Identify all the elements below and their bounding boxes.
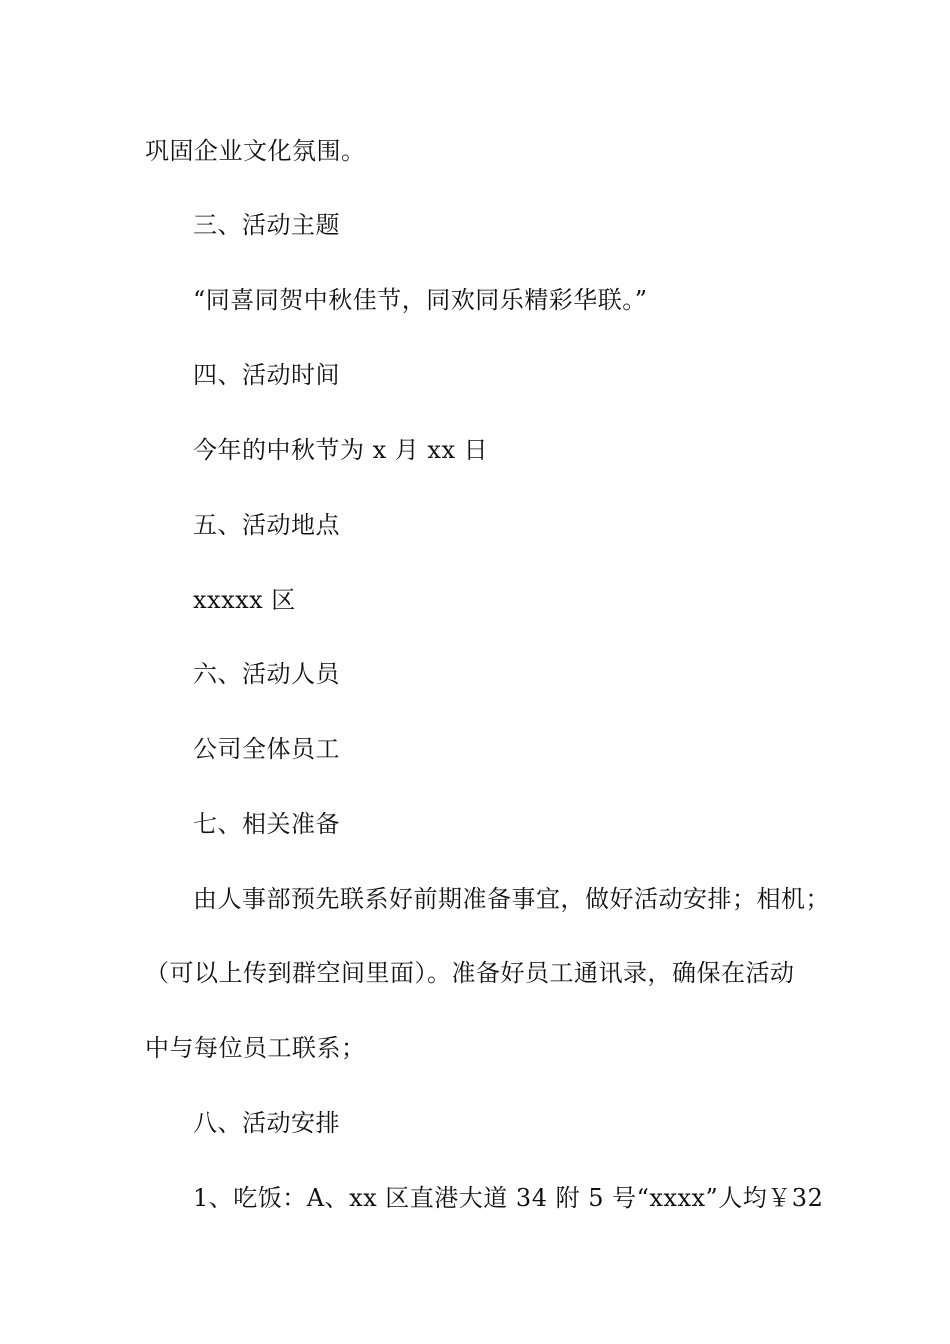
paragraph-continuation: 巩固企业文化氛围。 [145,137,366,165]
preparation-paragraph-line: 由人事部预先联系好前期准备事宜，做好活动安排；相机； [193,885,830,913]
section-heading-participants: 六、活动人员 [193,660,340,688]
participants-text: 公司全体员工 [193,735,340,763]
section-heading-theme: 三、活动主题 [193,211,340,239]
section-heading-time: 四、活动时间 [193,361,340,389]
section-heading-arrangement: 八、活动安排 [193,1109,340,1137]
arrangement-item-dinner: 1、吃饭：A、xx 区直港大道 34 附 5 号“xxxx”人均￥32 [193,1184,824,1212]
preparation-paragraph-line: 中与每位员工联系； [145,1034,366,1062]
event-location-text: xxxxx 区 [193,586,296,614]
section-heading-location: 五、活动地点 [193,511,340,539]
theme-slogan: “同喜同贺中秋佳节，同欢同乐精彩华联。” [193,286,648,314]
preparation-paragraph-line: （可以上传到群空间里面）。准备好员工通讯录，确保在活动 [145,959,795,987]
section-heading-preparation: 七、相关准备 [193,810,340,838]
event-date-text: 今年的中秋节为 x 月 xx 日 [193,436,489,464]
